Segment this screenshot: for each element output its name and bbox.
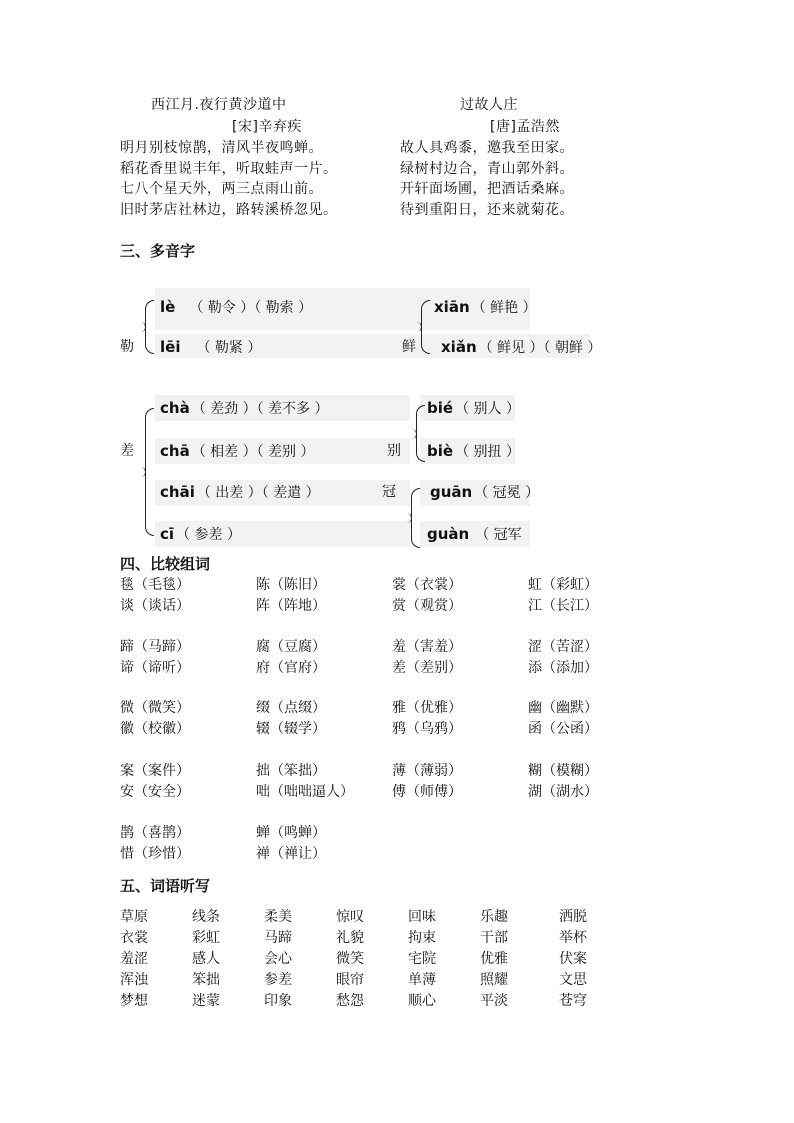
compare-word-item: 涩（苦涩） — [528, 639, 598, 655]
compare-word-item: 傅（师傅） — [392, 784, 462, 800]
dictation-word: 迷蒙 — [192, 993, 220, 1009]
dictation-word: 马蹄 — [264, 930, 292, 946]
compare-word-item: 谛（谛听） — [120, 660, 190, 676]
pinyin: guàn — [427, 525, 470, 543]
compare-word-item: 薄（薄弱） — [392, 763, 462, 779]
dictation-word: 愁怨 — [336, 993, 364, 1009]
compare-word-item: 江（长江） — [528, 598, 598, 614]
compare-word-item: 差（差别） — [392, 660, 462, 676]
poem-right-line: 故人具鸡黍，邀我至田家。 — [400, 140, 574, 156]
example-words: （ 别人 ） — [455, 401, 520, 417]
compare-word-item: 蝉（鸣蝉） — [256, 825, 326, 841]
dictation-word: 线条 — [192, 909, 220, 925]
brace-icon — [421, 300, 430, 354]
compare-word-item: 虹（彩虹） — [528, 577, 598, 593]
compare-word-item: 羞（害羞） — [392, 639, 462, 655]
example-words: （ 差劲 ）（ 差不多 ） — [191, 401, 329, 417]
compare-word-item: 幽（幽默） — [528, 700, 598, 716]
dictation-word: 举杯 — [559, 930, 587, 946]
compare-word-item: 鸦（乌鸦） — [392, 721, 462, 737]
dictation-word: 衣裳 — [120, 930, 148, 946]
dictation-word: 感人 — [192, 951, 220, 967]
dictation-word: 草原 — [120, 909, 148, 925]
poem-left-title: 西江月.夜行黄沙道中 — [151, 97, 287, 113]
poem-left-line: 明月别枝惊鹊，清风半夜鸣蝉。 — [120, 140, 323, 156]
pinyin: cī — [160, 525, 175, 543]
compare-word-item: 缀（点缀） — [256, 700, 326, 716]
compare-word-item: 腐（豆腐） — [256, 639, 326, 655]
section-heading-dictation: 五、词语听写 — [120, 877, 211, 895]
example-words: （ 别扭 ） — [455, 444, 520, 460]
pinyin: lè — [160, 298, 176, 316]
compare-word-item: 毯（毛毯） — [120, 577, 190, 593]
poem-right-line: 待到重阳日，还来就菊花。 — [400, 202, 574, 218]
dictation-word: 羞涩 — [120, 951, 148, 967]
polyphone-char-cha: 差 — [120, 443, 134, 459]
dictation-word: 回味 — [408, 909, 436, 925]
pinyin: lēi — [160, 338, 181, 356]
poem-right-line: 开轩面场圃，把酒话桑麻。 — [400, 181, 574, 197]
pinyin: chā — [160, 442, 190, 460]
example-words: （ 冠冕 ） — [474, 485, 540, 501]
dictation-word: 印象 — [264, 993, 292, 1009]
polyphone-char-guan: 冠 — [382, 484, 396, 500]
dictation-word: 宅院 — [408, 951, 436, 967]
compare-word-item: 蹄（马蹄） — [120, 639, 190, 655]
pinyin: xiān — [434, 298, 470, 316]
dictation-word: 笨拙 — [192, 972, 220, 988]
dictation-word: 拘束 — [408, 930, 436, 946]
compare-word-item: 湖（湖水） — [528, 784, 598, 800]
pinyin: biè — [427, 442, 454, 460]
dictation-word: 浑浊 — [120, 972, 148, 988]
poem-left-line: 稻花香里说丰年，听取蛙声一片。 — [120, 161, 338, 177]
compare-word-item: 添（添加） — [528, 660, 598, 676]
dictation-word: 眼帘 — [336, 972, 364, 988]
dictation-word: 伏案 — [559, 951, 587, 967]
compare-word-item: 拙（笨拙） — [256, 763, 326, 779]
dictation-word: 苍穹 — [559, 993, 587, 1009]
dictation-word: 平淡 — [480, 993, 508, 1009]
pinyin: xiǎn — [441, 338, 477, 356]
poem-left-author: [宋]辛弃疾 — [232, 119, 302, 135]
dictation-word: 惊叹 — [336, 909, 364, 925]
compare-word-item: 陈（陈旧） — [256, 577, 326, 593]
example-words: （ 冠军 — [475, 527, 522, 543]
pinyin: chāi — [160, 483, 195, 501]
example-words: （ 参差 ） — [176, 527, 241, 543]
poem-right-title: 过故人庄 — [460, 97, 518, 113]
example-words: （ 鲜见 ）（ 朝鲜 ） — [478, 340, 602, 356]
example-words: （ 勒紧 ） — [196, 340, 262, 356]
compare-word-item: 徽（校徽） — [120, 721, 190, 737]
brace-icon — [411, 488, 420, 548]
compare-word-item: 安（安全） — [120, 784, 190, 800]
brace-icon — [145, 300, 154, 354]
compare-word-item: 咄（咄咄逼人） — [256, 784, 354, 800]
compare-word-item: 辍（辍学） — [256, 721, 326, 737]
dictation-word: 洒脱 — [559, 909, 587, 925]
poem-left-line: 七八个星天外，两三点雨山前。 — [120, 181, 323, 197]
compare-word-item: 谈（谈话） — [120, 598, 190, 614]
brace-icon — [416, 405, 425, 462]
polyphone-char-le: 勒 — [120, 339, 134, 355]
compare-word-item: 裳（衣裳） — [392, 577, 462, 593]
dictation-word: 礼貌 — [336, 930, 364, 946]
dictation-word: 会心 — [264, 951, 292, 967]
compare-word-item: 案（案件） — [120, 763, 190, 779]
compare-word-item: 禅（禅让） — [256, 846, 326, 862]
compare-word-item: 赏（观赏） — [392, 598, 462, 614]
dictation-word: 顺心 — [408, 993, 436, 1009]
dictation-word: 文思 — [559, 972, 587, 988]
section-heading-polyphones: 三、多音字 — [120, 242, 196, 260]
dictation-word: 参差 — [264, 972, 292, 988]
section-heading-compare-words: 四、比较组词 — [120, 555, 211, 573]
compare-word-item: 鹊（喜鹊） — [120, 825, 190, 841]
compare-word-item: 雅（优雅） — [392, 700, 462, 716]
dictation-word: 梦想 — [120, 993, 148, 1009]
pinyin: chà — [160, 399, 190, 417]
example-words: （ 出差 ）（ 差遣 ） — [196, 485, 320, 501]
compare-word-item: 糊（模糊） — [528, 763, 598, 779]
example-words: （ 勒令 ）（ 勒索 ） — [189, 300, 313, 316]
poem-right-author: [唐]孟浩然 — [490, 119, 560, 135]
poem-left-line: 旧时茅店社林边，路转溪桥忽见。 — [120, 202, 338, 218]
example-words: （ 鲜艳 ） — [471, 300, 537, 316]
dictation-word: 照耀 — [480, 972, 508, 988]
compare-word-item: 函（公函） — [528, 721, 598, 737]
polyphone-char-xian: 鲜 — [402, 339, 416, 355]
pinyin: bié — [427, 399, 454, 417]
dictation-word: 微笑 — [336, 951, 364, 967]
poem-right-line: 绿树村边合，青山郭外斜。 — [400, 161, 574, 177]
dictation-word: 乐趣 — [480, 909, 508, 925]
dictation-word: 单薄 — [408, 972, 436, 988]
dictation-word: 优雅 — [480, 951, 508, 967]
compare-word-item: 阵（阵地） — [256, 598, 326, 614]
dictation-word: 柔美 — [264, 909, 292, 925]
pinyin: guān — [430, 483, 473, 501]
compare-word-item: 惜（珍惜） — [120, 846, 190, 862]
dictation-word: 彩虹 — [192, 930, 220, 946]
dictation-word: 干部 — [480, 930, 508, 946]
compare-word-item: 微（微笑） — [120, 700, 190, 716]
example-words: （ 相差 ）（ 差别 ） — [191, 444, 315, 460]
compare-word-item: 府（官府） — [256, 660, 326, 676]
polyphone-char-bie: 别 — [387, 443, 401, 459]
brace-icon — [145, 408, 154, 536]
